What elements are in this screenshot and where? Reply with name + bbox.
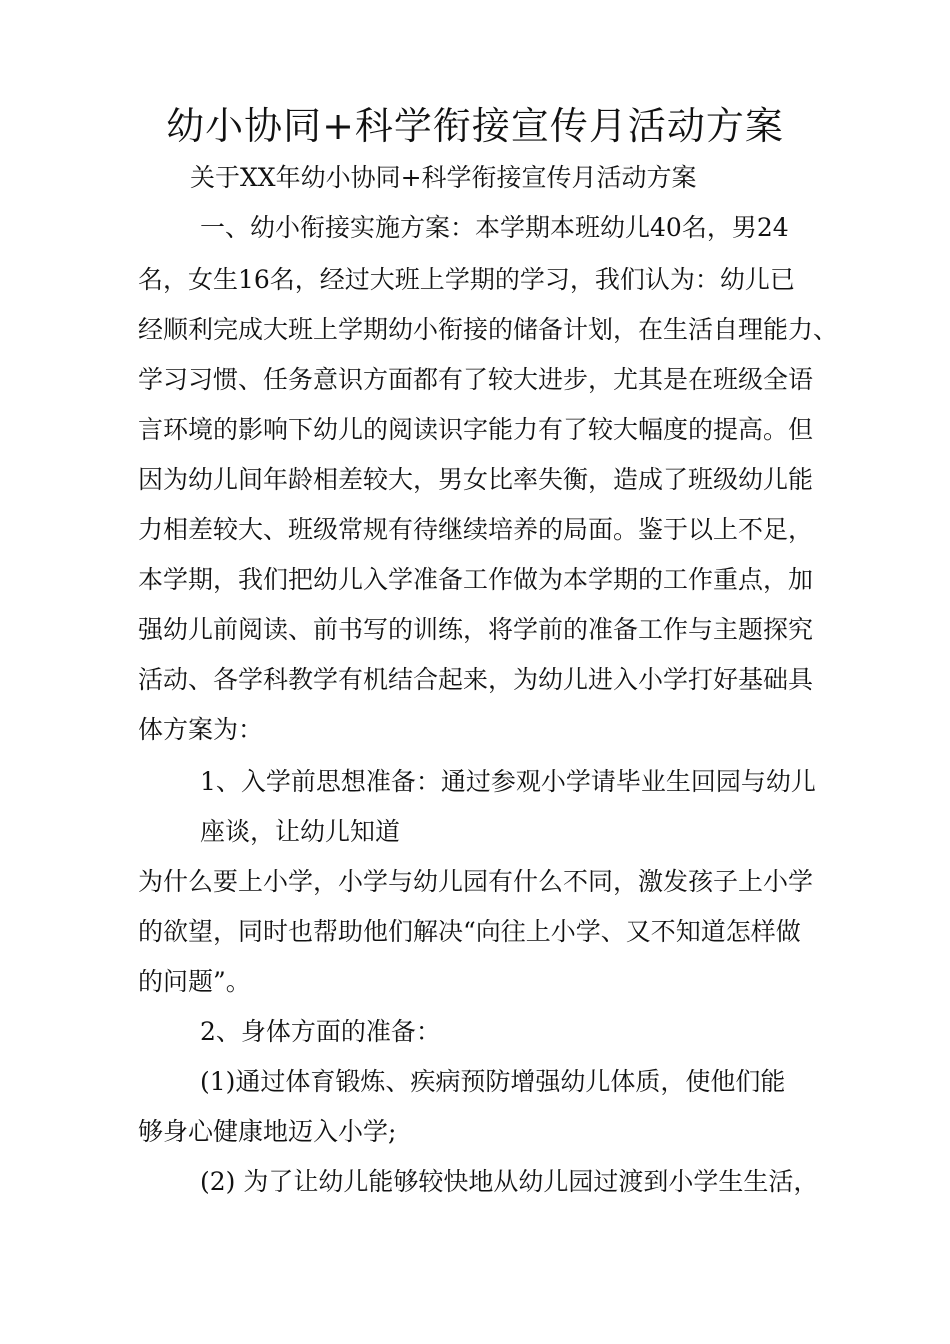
body-line-2: 名，女生16名，经过大班上学期的学习，我们认为：幼儿已 — [138, 265, 795, 294]
body-line-8: 本学期，我们把幼儿入学准备工作做为本学期的工作重点，加 — [138, 565, 814, 594]
body-line-3: 经顺利完成大班上学期幼小衔接的储备计划，在生活自理能力、 — [138, 315, 839, 344]
body-line-20: (2) 为了让幼儿能够较快地从幼儿园过渡到小学生生活， — [200, 1167, 819, 1196]
body-line-19: 够身心健康地迈入小学; — [138, 1117, 397, 1146]
body-line-12: 1、入学前思想准备：通过参观小学请毕业生回园与幼儿 — [200, 767, 816, 796]
body-line-13: 座谈，让幼儿知道 — [200, 817, 401, 846]
body-line-9: 强幼儿前阅读、前书写的训练，将学前的准备工作与主题探究 — [138, 615, 814, 644]
body-line-4: 学习习惯、任务意识方面都有了较大进步，尤其是在班级全语 — [138, 365, 814, 394]
document-subtitle: 关于XX年幼小协同+科学衔接宣传月活动方案 — [190, 163, 697, 192]
body-line-7: 力相差较大、班级常规有待继续培养的局面。鉴于以上不足， — [138, 515, 814, 544]
body-line-14: 为什么要上小学，小学与幼儿园有什么不同，激发孩子上小学 — [138, 867, 814, 896]
body-line-15: 的欲望，同时也帮助他们解决“向往上小学、又不知道怎样做 — [138, 917, 801, 946]
body-line-16: 的问题”。 — [138, 967, 251, 996]
document-title: 幼小协同+科学衔接宣传月活动方案 — [166, 104, 784, 148]
body-line-11: 体方案为： — [138, 715, 264, 744]
body-line-17: 2、身体方面的准备： — [200, 1017, 441, 1046]
body-line-10: 活动、各学科教学有机结合起来，为幼儿进入小学打好基础具 — [138, 665, 814, 694]
body-line-5: 言环境的影响下幼儿的阅读识字能力有了较大幅度的提高。但 — [138, 415, 814, 444]
body-line-18: (1)通过体育锻炼、疾病预防增强幼儿体质，使他们能 — [200, 1067, 786, 1096]
body-line-6: 因为幼儿间年龄相差较大，男女比率失衡，造成了班级幼儿能 — [138, 465, 814, 494]
body-line-1: 一、幼小衔接实施方案：本学期本班幼儿40名，男24 — [200, 213, 789, 242]
